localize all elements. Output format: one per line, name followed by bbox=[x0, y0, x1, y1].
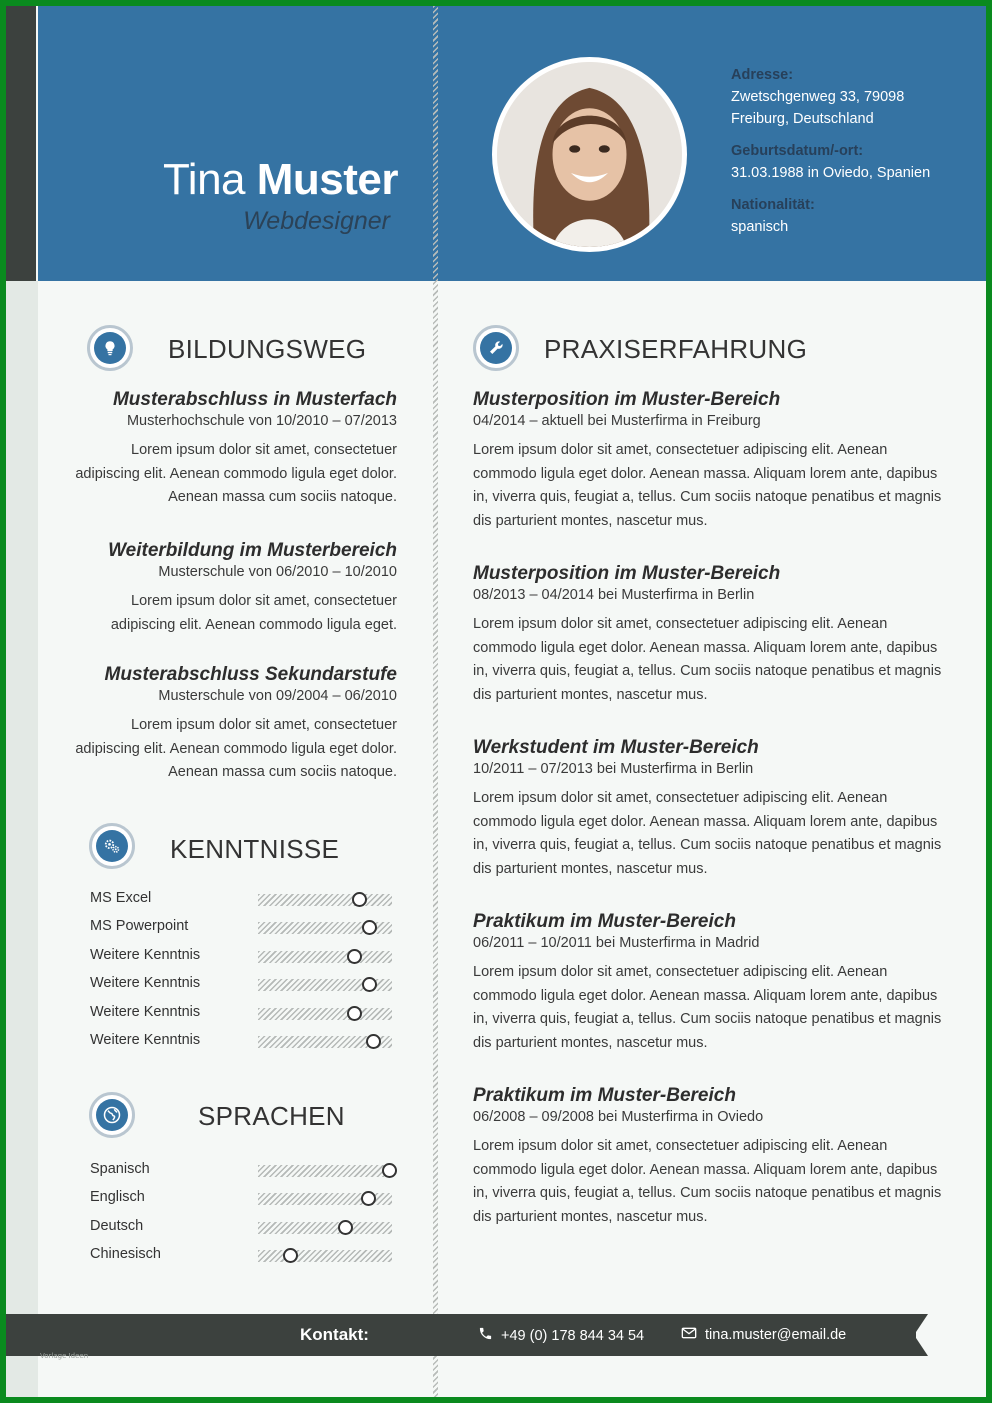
skill-level-bar bbox=[258, 922, 392, 934]
lightbulb-icon bbox=[87, 325, 133, 371]
education-subtitle: Musterhochschule von 10/2010 – 07/2013 bbox=[126, 413, 397, 429]
section-title-languages: SPRACHEN bbox=[198, 1101, 345, 1131]
skill-label: Weitere Kenntnis bbox=[90, 1032, 201, 1048]
language-level-knob bbox=[283, 1248, 298, 1263]
envelope-icon bbox=[681, 1326, 697, 1344]
skill-label: MS Excel bbox=[90, 890, 152, 906]
language-row bbox=[90, 1161, 395, 1181]
skill-label: Weitere Kenntnis bbox=[90, 1003, 201, 1020]
education-title: Musterabschluss Sekundarstufe bbox=[104, 664, 397, 685]
section-title-experience: PRAXISERFAHRUNG bbox=[544, 334, 808, 364]
skill-level-bar bbox=[258, 1036, 392, 1048]
skill-row bbox=[90, 1032, 395, 1052]
contact-phone bbox=[478, 1326, 644, 1345]
education-text: Lorem ipsum dolor sit amet, consectetuer adipiscing elit. Aenean commodo ligula eget. bbox=[110, 593, 397, 633]
job-title: Webdesigner bbox=[243, 207, 390, 235]
education-subtitle: Musterschule von 09/2004 – 06/2010 bbox=[158, 688, 397, 704]
education-title: Weiterbildung im Musterbereich bbox=[108, 540, 397, 561]
experience-text: Lorem ipsum dolor sit amet, consectetuer adipiscing elit. Aenean commodo ligula eget dolor. Aenean massa. Aliquam lorem ante, dapibus in, viverra quis, feugiat a, tellus. Cum sociis natoque penatibus et magnis dis parturient montes, nascetur mus. bbox=[473, 790, 942, 877]
language-level-knob bbox=[338, 1220, 353, 1235]
skill-level-bar bbox=[258, 951, 392, 963]
contact-email bbox=[681, 1326, 846, 1344]
skill-label: Weitere Kenntnis bbox=[90, 946, 201, 963]
last-name: Muster bbox=[256, 155, 398, 204]
experience-text: Lorem ipsum dolor sit amet, consectetuer adipiscing elit. Aenean commodo ligula eget dolor. Aenean massa. Aliquam lorem ante, dapibus in, viverra quis, feugiat a, tellus. Cum sociis natoque penatibus et magnis dis parturient montes, nascetur mus. bbox=[473, 442, 942, 529]
skill-row bbox=[90, 947, 395, 967]
phone-number[interactable]: +49 (0) 178 844 34 54 bbox=[501, 1327, 645, 1344]
experience-text: Lorem ipsum dolor sit amet, consectetuer adipiscing elit. Aenean commodo ligula eget dolor. Aenean massa. Aliquam lorem ante, dapibus in, viverra quis, feugiat a, tellus. Cum sociis natoque penatibus et magnis dis parturient montes, nascetur mus. bbox=[473, 964, 942, 1051]
watermark-text: Vorlage Ideen bbox=[40, 1352, 89, 1360]
phone-icon bbox=[478, 1326, 493, 1345]
experience-subtitle: 10/2011 – 07/2013 bei Musterfirma in Berlin bbox=[473, 761, 754, 777]
wrench-icon bbox=[473, 325, 519, 371]
language-level-knob bbox=[382, 1163, 397, 1178]
info-value-address-line1: Zwetschgenweg 33, 79098 bbox=[731, 89, 905, 105]
skill-row bbox=[90, 918, 395, 938]
email-address[interactable]: tina.muster@email.de bbox=[705, 1327, 847, 1343]
skill-level-knob bbox=[362, 920, 377, 935]
skill-level-knob bbox=[347, 949, 362, 964]
skill-row bbox=[90, 975, 395, 995]
experience-text: Lorem ipsum dolor sit amet, consectetuer adipiscing elit. Aenean commodo ligula eget dolor. Aenean massa. Aliquam lorem ante, dapibus in, viverra quis, feugiat a, tellus. Cum sociis natoque penatibus et magnis dis parturient montes, nascetur mus. bbox=[473, 1138, 942, 1225]
language-label: Deutsch bbox=[90, 1217, 144, 1234]
skill-level-knob bbox=[352, 892, 367, 907]
info-value-nationality: spanisch bbox=[731, 219, 789, 235]
first-name: Tina bbox=[163, 155, 246, 204]
language-level-bar bbox=[258, 1222, 392, 1234]
info-value-address-line2: Freiburg, Deutschland bbox=[731, 111, 874, 127]
education-subtitle: Musterschule von 06/2010 – 10/2010 bbox=[158, 564, 397, 580]
section-title-skills: KENNTNISSE bbox=[170, 834, 340, 864]
language-label: Englisch bbox=[90, 1189, 145, 1206]
info-value-birth: 31.03.1988 in Oviedo, Spanien bbox=[731, 165, 931, 181]
globe-icon bbox=[89, 1092, 135, 1138]
personal-info bbox=[731, 64, 961, 238]
experience-entry bbox=[473, 389, 943, 533]
column-divider bbox=[433, 6, 438, 1397]
education-entry bbox=[70, 540, 397, 637]
education-entry bbox=[70, 389, 397, 510]
education-text: Lorem ipsum dolor sit amet, consectetuer adipiscing elit. Aenean commodo ligula eget dolor. Aenean massa cum sociis natoque. bbox=[75, 717, 397, 780]
profile-photo bbox=[492, 57, 687, 252]
experience-text: Lorem ipsum dolor sit amet, consectetuer adipiscing elit. Aenean commodo ligula eget dolor. Aenean massa. Aliquam lorem ante, dapibus in, viverra quis, feugiat a, tellus. Cum sociis natoque penatibus et magnis dis parturient montes, nascetur mus. bbox=[473, 616, 942, 703]
language-row bbox=[90, 1218, 395, 1238]
education-title: Musterabschluss in Musterfach bbox=[112, 389, 397, 410]
experience-title: Praktikum im Muster-Bereich bbox=[473, 1085, 736, 1106]
info-label-address: Adresse: bbox=[731, 67, 794, 83]
language-label: Spanisch bbox=[90, 1161, 150, 1177]
experience-subtitle: 04/2014 – aktuell bei Musterfirma in Freiburg bbox=[473, 413, 761, 429]
experience-entry bbox=[473, 911, 943, 1055]
info-label-birth: Geburtsdatum/-ort: bbox=[731, 143, 864, 159]
experience-subtitle: 08/2013 – 04/2014 bei Musterfirma in Berlin bbox=[473, 587, 755, 603]
experience-entry bbox=[473, 563, 943, 707]
language-row bbox=[90, 1246, 395, 1266]
experience-entry bbox=[473, 1085, 943, 1229]
experience-title: Musterposition im Muster-Bereich bbox=[473, 563, 781, 584]
left-accent-strip bbox=[6, 6, 36, 281]
skill-level-bar bbox=[258, 894, 392, 906]
language-row bbox=[90, 1189, 395, 1209]
skill-row bbox=[90, 1004, 395, 1024]
experience-title: Praktikum im Muster-Bereich bbox=[473, 911, 736, 932]
skill-row bbox=[90, 890, 395, 910]
contact-bar-tip bbox=[914, 1314, 928, 1356]
skill-level-knob bbox=[362, 977, 377, 992]
person-name bbox=[100, 155, 398, 205]
experience-subtitle: 06/2011 – 10/2011 bei Musterfirma in Madrid bbox=[473, 935, 760, 951]
education-text: Lorem ipsum dolor sit amet, consectetuer adipiscing elit. Aenean commodo ligula eget dolor. Aenean massa cum sociis natoque. bbox=[75, 442, 397, 505]
skill-label: MS Powerpoint bbox=[90, 918, 189, 935]
language-level-knob bbox=[361, 1191, 376, 1206]
language-level-bar bbox=[258, 1165, 392, 1177]
skill-level-bar bbox=[258, 979, 392, 991]
experience-title: Werkstudent im Muster-Bereich bbox=[473, 737, 759, 758]
portrait-image bbox=[497, 62, 682, 247]
education-entry bbox=[70, 664, 397, 785]
info-label-nationality: Nationalität: bbox=[731, 197, 815, 213]
section-title-education: BILDUNGSWEG bbox=[168, 334, 367, 364]
language-level-bar bbox=[258, 1250, 392, 1262]
language-level-bar bbox=[258, 1193, 392, 1205]
experience-title: Musterposition im Muster-Bereich bbox=[473, 389, 781, 410]
skill-level-knob bbox=[347, 1006, 362, 1021]
gears-icon bbox=[89, 823, 135, 869]
experience-entry bbox=[473, 737, 943, 881]
language-label: Chinesisch bbox=[90, 1246, 161, 1263]
experience-subtitle: 06/2008 – 09/2008 bei Musterfirma in Oviedo bbox=[473, 1109, 764, 1125]
contact-label: Kontakt: bbox=[300, 1325, 369, 1344]
skill-label: Weitere Kenntnis bbox=[90, 975, 201, 992]
skill-level-knob bbox=[366, 1034, 381, 1049]
left-light-strip bbox=[6, 281, 38, 1397]
skill-level-bar bbox=[258, 1008, 392, 1020]
